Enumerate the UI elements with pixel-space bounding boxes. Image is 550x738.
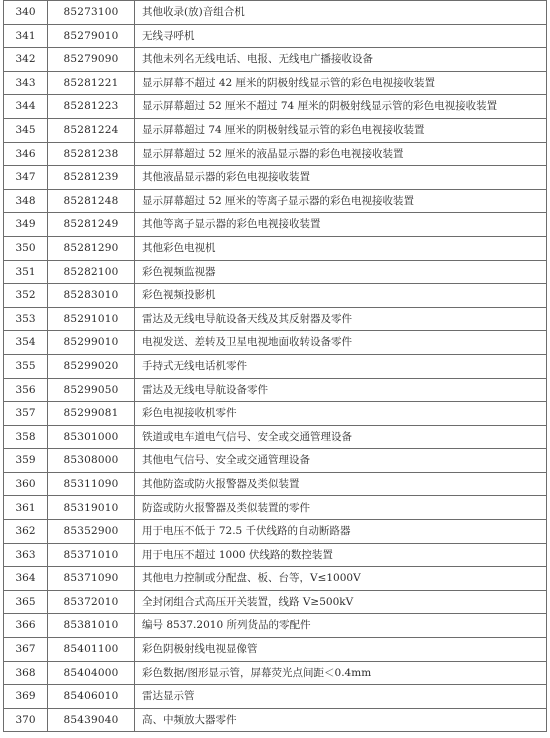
description-cell: 其他等离子显示器的彩色电视接收装置 bbox=[135, 213, 547, 237]
commodity-code-cell: 85404000 bbox=[48, 661, 135, 685]
table-row bbox=[4, 48, 547, 72]
row-number-cell: 363 bbox=[4, 543, 48, 567]
commodity-code-cell: 85279010 bbox=[48, 24, 135, 48]
commodity-code-cell: 85299050 bbox=[48, 378, 135, 402]
row-number-cell: 355 bbox=[4, 354, 48, 378]
commodity-code-cell: 85281223 bbox=[48, 95, 135, 119]
table-row bbox=[4, 685, 547, 709]
commodity-code-cell: 85352900 bbox=[48, 520, 135, 544]
commodity-code-cell: 85281238 bbox=[48, 142, 135, 166]
row-number-cell: 366 bbox=[4, 614, 48, 638]
description-cell: 显示屏幕超过 52 厘米的液晶显示器的彩色电视接收装置 bbox=[135, 142, 547, 166]
row-number-cell: 367 bbox=[4, 638, 48, 662]
table-row bbox=[4, 95, 547, 119]
row-number-cell: 340 bbox=[4, 1, 48, 25]
description-cell: 显示屏幕超过 74 厘米的阴极射线显示管的彩色电视接收装置 bbox=[135, 118, 547, 142]
commodity-code-cell: 85291010 bbox=[48, 307, 135, 331]
description-cell: 彩色视频监视器 bbox=[135, 260, 547, 284]
table-row bbox=[4, 472, 547, 496]
description-cell: 其他电气信号、安全或交通管理设备 bbox=[135, 449, 547, 473]
description-cell: 彩色电视接收机零件 bbox=[135, 402, 547, 426]
description-cell: 电视发送、差转及卫星电视地面收转设备零件 bbox=[135, 331, 547, 355]
row-number-cell: 350 bbox=[4, 236, 48, 260]
commodity-code-cell: 85281249 bbox=[48, 213, 135, 237]
commodity-code-cell: 85299010 bbox=[48, 331, 135, 355]
row-number-cell: 369 bbox=[4, 685, 48, 709]
row-number-cell: 352 bbox=[4, 284, 48, 308]
description-cell: 其他防盗或防火报警器及类似装置 bbox=[135, 472, 547, 496]
description-cell: 雷达及无线电导航设备天线及其反射器及零件 bbox=[135, 307, 547, 331]
row-number-cell: 353 bbox=[4, 307, 48, 331]
table-row bbox=[4, 307, 547, 331]
table-row bbox=[4, 1, 547, 25]
commodity-code-cell: 85283010 bbox=[48, 284, 135, 308]
table-row bbox=[4, 425, 547, 449]
commodity-code-cell: 85401100 bbox=[48, 638, 135, 662]
description-cell: 高、中频放大器零件 bbox=[135, 708, 547, 732]
table-row bbox=[4, 331, 547, 355]
tariff-table bbox=[3, 0, 547, 732]
row-number-cell: 368 bbox=[4, 661, 48, 685]
row-number-cell: 359 bbox=[4, 449, 48, 473]
table-row bbox=[4, 614, 547, 638]
description-cell: 其他液晶显示器的彩色电视接收装置 bbox=[135, 166, 547, 190]
commodity-code-cell: 85281224 bbox=[48, 118, 135, 142]
row-number-cell: 342 bbox=[4, 48, 48, 72]
description-cell: 其他未列名无线电话、电报、无线电广播接收设备 bbox=[135, 48, 547, 72]
row-number-cell: 344 bbox=[4, 95, 48, 119]
commodity-code-cell: 85371010 bbox=[48, 543, 135, 567]
row-number-cell: 361 bbox=[4, 496, 48, 520]
table-row bbox=[4, 236, 547, 260]
description-cell: 用于电压不超过 1000 伏线路的数控装置 bbox=[135, 543, 547, 567]
row-number-cell: 351 bbox=[4, 260, 48, 284]
table-row bbox=[4, 496, 547, 520]
table-row bbox=[4, 520, 547, 544]
description-cell: 无线寻呼机 bbox=[135, 24, 547, 48]
description-cell: 全封闭组合式高压开关装置，线路 V≥500kV bbox=[135, 590, 547, 614]
commodity-code-cell: 85281221 bbox=[48, 71, 135, 95]
row-number-cell: 348 bbox=[4, 189, 48, 213]
row-number-cell: 360 bbox=[4, 472, 48, 496]
description-cell: 雷达及无线电导航设备零件 bbox=[135, 378, 547, 402]
commodity-code-cell: 85281239 bbox=[48, 166, 135, 190]
row-number-cell: 364 bbox=[4, 567, 48, 591]
description-cell: 用于电压不低于 72.5 千伏线路的自动断路器 bbox=[135, 520, 547, 544]
table-row bbox=[4, 71, 547, 95]
description-cell: 雷达显示管 bbox=[135, 685, 547, 709]
table-row bbox=[4, 567, 547, 591]
table-row bbox=[4, 402, 547, 426]
table-row bbox=[4, 142, 547, 166]
description-cell: 编号 8537.2010 所列货品的零配件 bbox=[135, 614, 547, 638]
table-row bbox=[4, 708, 547, 732]
commodity-code-cell: 85282100 bbox=[48, 260, 135, 284]
description-cell: 彩色视频投影机 bbox=[135, 284, 547, 308]
commodity-code-cell: 85279090 bbox=[48, 48, 135, 72]
description-cell: 彩色数据/图形显示管，屏幕荧光点间距＜0.4mm bbox=[135, 661, 547, 685]
description-cell: 彩色阴极射线电视显像管 bbox=[135, 638, 547, 662]
commodity-code-cell: 85439040 bbox=[48, 708, 135, 732]
commodity-code-cell: 85371090 bbox=[48, 567, 135, 591]
commodity-code-cell: 85301000 bbox=[48, 425, 135, 449]
table-row bbox=[4, 24, 547, 48]
table-row bbox=[4, 638, 547, 662]
row-number-cell: 341 bbox=[4, 24, 48, 48]
commodity-code-cell: 85299020 bbox=[48, 354, 135, 378]
row-number-cell: 357 bbox=[4, 402, 48, 426]
commodity-code-cell: 85381010 bbox=[48, 614, 135, 638]
table-row bbox=[4, 543, 547, 567]
table-row bbox=[4, 284, 547, 308]
commodity-code-cell: 85281248 bbox=[48, 189, 135, 213]
commodity-code-cell: 85308000 bbox=[48, 449, 135, 473]
table-row bbox=[4, 378, 547, 402]
tariff-table-body bbox=[4, 1, 547, 732]
row-number-cell: 362 bbox=[4, 520, 48, 544]
description-cell: 手持式无线电话机零件 bbox=[135, 354, 547, 378]
row-number-cell: 356 bbox=[4, 378, 48, 402]
row-number-cell: 370 bbox=[4, 708, 48, 732]
row-number-cell: 345 bbox=[4, 118, 48, 142]
description-cell: 显示屏幕超过 52 厘米的等离子显示器的彩色电视接收装置 bbox=[135, 189, 547, 213]
row-number-cell: 349 bbox=[4, 213, 48, 237]
description-cell: 显示屏幕不超过 42 厘米的阴极射线显示管的彩色电视接收装置 bbox=[135, 71, 547, 95]
description-cell: 防盗或防火报警器及类似装置的零件 bbox=[135, 496, 547, 520]
row-number-cell: 346 bbox=[4, 142, 48, 166]
commodity-code-cell: 85299081 bbox=[48, 402, 135, 426]
table-row bbox=[4, 166, 547, 190]
row-number-cell: 358 bbox=[4, 425, 48, 449]
commodity-code-cell: 85273100 bbox=[48, 1, 135, 25]
table-row bbox=[4, 260, 547, 284]
table-row bbox=[4, 189, 547, 213]
row-number-cell: 347 bbox=[4, 166, 48, 190]
table-row bbox=[4, 213, 547, 237]
row-number-cell: 343 bbox=[4, 71, 48, 95]
description-cell: 铁道或电车道电气信号、安全或交通管理设备 bbox=[135, 425, 547, 449]
description-cell: 显示屏幕超过 52 厘米不超过 74 厘米的阴极射线显示管的彩色电视接收装置 bbox=[135, 95, 547, 119]
description-cell: 其他电力控制或分配盘、板、台等，V≤1000V bbox=[135, 567, 547, 591]
row-number-cell: 354 bbox=[4, 331, 48, 355]
table-row bbox=[4, 590, 547, 614]
table-row bbox=[4, 449, 547, 473]
table-row bbox=[4, 118, 547, 142]
description-cell: 其他收录(放)音组合机 bbox=[135, 1, 547, 25]
commodity-code-cell: 85406010 bbox=[48, 685, 135, 709]
table-row bbox=[4, 661, 547, 685]
description-cell: 其他彩色电视机 bbox=[135, 236, 547, 260]
row-number-cell: 365 bbox=[4, 590, 48, 614]
commodity-code-cell: 85372010 bbox=[48, 590, 135, 614]
commodity-code-cell: 85311090 bbox=[48, 472, 135, 496]
table-row bbox=[4, 354, 547, 378]
commodity-code-cell: 85281290 bbox=[48, 236, 135, 260]
commodity-code-cell: 85319010 bbox=[48, 496, 135, 520]
